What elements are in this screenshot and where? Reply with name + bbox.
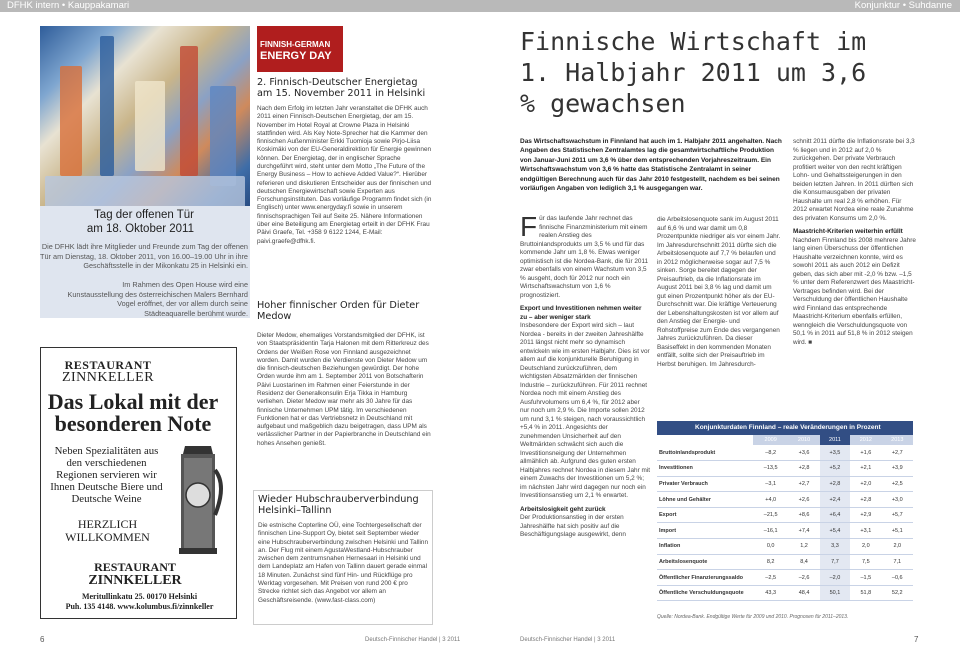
table-row [657, 507, 913, 523]
ad-headline: Das Lokal mit der besonderen Note [47, 389, 219, 436]
economic-data-table [657, 421, 913, 601]
row-label: Export [657, 507, 753, 523]
table-cell: –2,6 [788, 570, 819, 586]
table-cell: +2,8 [820, 476, 850, 492]
year-2010: 2010 [788, 435, 819, 445]
table-cell: +3,6 [788, 445, 819, 461]
ad-contact [41, 592, 238, 612]
table-cell: –1,5 [850, 570, 881, 586]
table-cell: +5,4 [820, 523, 850, 539]
table-cell: 48,4 [788, 585, 819, 601]
ad-welcome: HERZLICH WILLKOMMEN [65, 517, 150, 544]
table-row [657, 539, 913, 555]
table-cell: 7,7 [820, 554, 850, 570]
section-label-right: Konjunktur • Suhdanne [854, 0, 952, 11]
row-label: Arbeitslosenquote [657, 554, 753, 570]
table-cell: +2,8 [788, 461, 819, 477]
open-day-text-2: Im Rahmen des Open House wird eine Kunstausstellung des österreichischen Malers Bernhard Vogel eröffnet, der vor allem durch seine Städteaquarelle berühmt wurde. [67, 280, 248, 318]
ad-phone: Puh. 135 4148. www.kolumbus.fi/zinnkeller [65, 602, 214, 611]
open-day-date: am 18. Oktober 2011 [86, 223, 194, 235]
ad-address: Meritullinkatu 25. 00170 Helsinki [81, 592, 198, 601]
helicopter-title: Wieder Hubschrauberverbindung Helsinki–Tallinn [258, 494, 419, 516]
col1-text-a: ür das laufende Jahr rechnet das finnische Finanzministerium mit einem realen Anstieg des Bruttoinlandsprodukts um 3,5 % und für das kommende Jahr um 1,8 %. Etwas weniger optimistisch ist die Nordea-Bank, die für 2011 zwar ebenfalls von einem Wachstum von 3,5 % ausgeht, doch für 2012 nur noch ein Wirtschaftswachstum von 1,6 % prognostiziert. [520, 215, 649, 299]
section-label-left: DFHK intern • Kauppakamari [7, 0, 130, 11]
table-cell: +2,0 [850, 476, 881, 492]
ad-restaurant-label-2: RESTAURANT [94, 560, 176, 574]
table-cell: +2,1 [850, 461, 881, 477]
table-cell: +5,2 [820, 461, 850, 477]
table-cell: 52,2 [882, 585, 913, 601]
subhead-unemployment: Arbeitslosigkeit geht zurück [520, 505, 606, 513]
open-day-title: Tag der offenen Tür [94, 209, 194, 221]
row-label: Öffentlicher Finanzierungssaldo [657, 570, 753, 586]
table-cell: 2,0 [882, 539, 913, 555]
article-column-2: die Arbeitslosenquote sank im August 2011 auf 6,6 % und war damit um 0,8 Prozentpunkte niedriger als vor einem Jahr. Im Jahresdurchschnitt 2011 dürfte sich die Arbeitslosenquote auf 7,7 % belaufen und in 2012 möglicherweise sogar auf 7,5 % sinken. Sorge bereitet dagegen der Preisauftrieb, da die Inflationsrate im August 2011 bei 3,8 % lag und damit um gut einen Prozentpunkt höher als der EU-Durchschnitt war. Die kräftige Verteuerung der Lebenshaltungskosten ist vor allem auf den Anstieg der Energie- und Rohstoffpreise zum Ende des vergangenen Jahres zurückzuführen. Da dieser Basiseffekt in den kommenden Monaten entfällt, sollte sich der Preisauftrieb im Herbst beruhigen. Im Jahresdurch- [657, 216, 781, 368]
article-column-3 [793, 138, 917, 347]
table-row [657, 461, 913, 477]
ad-restaurant-name: ZINNKELLER [61, 370, 155, 385]
medow-article [257, 300, 432, 448]
table-cell: –16,1 [753, 523, 788, 539]
row-label: Investitionen [657, 461, 753, 477]
table-cell: +2,8 [850, 492, 881, 508]
table-cell: +2,7 [882, 445, 913, 461]
helicopter-body: Die estnische Copterline OÜ, eine Tochtergesellschaft der finnischen Line-Support Oy, bietet seit September wieder eine Hubschrauberverbindung zwischen Helsinki und Tallinn an. Der Flug mit einem AgustaWestland-Hubschrauber zwischen dem zentrumsnahen Hernesaari in Helsinki und dem Landeplatz am Hafen von Tallinn dauert gerade einmal 18 Minuten. Zunächst sind fünf Hin- und Rückflüge pro Werktag vorgesehen. Mit Preisen von rund 200 € pro Strecke richtet sich das Angebot vor allem an Geschäftsreisende. (www.fast-class.com) [258, 522, 429, 604]
beer-stein-icon [169, 440, 227, 560]
table-cell: +7,4 [788, 523, 819, 539]
article-column-1 [520, 211, 651, 540]
table-cell: +5,1 [882, 523, 913, 539]
top-bar [0, 0, 960, 12]
table-cell: +2,7 [788, 476, 819, 492]
table-cell: +5,7 [882, 507, 913, 523]
open-day-text: Die DFHK lädt ihre Mitglieder und Freunde zum Tag der offenen Tür am Dienstag, 18. Oktober 2011, von 16.00–19.00 Uhr in ihre Geschäftsstelle in der Mikonkatu 25 in Helsinki ein. [40, 242, 248, 270]
col1-text-b: Insbesondere der Export wird sich – laut Nordea - bereits in der zweiten Jahreshälfte 2011 längst nicht mehr so dynamisch entwickeln wie im ersten Halbjahr. Dies ist vor allem auf die konjunkturelle Beruhigung in Deutschland zurückzuführen, dem wichtigsten Absatzmärkten der finnischen Industrie – zurückzuführen. Für 2011 rechnet Nordea noch mit einem Anstieg des Ausfuhrvolumens um 6,4 %, für 2012 aber nur noch um 2,9 %. Die Importe sollen 2012 um rund 3,1 % steigen, nach voraussichtlich +5,4 % in 2011. Angesichts der zunehmenden Unsicherheit auf den Weltmärkten schwächt sich auch die Investitionsneigung der Unternehmen allmählich ab. Aufgrund des guten ersten Halbjahres rechnet Nordea in diesem Jahr mit einem Zuwachs der Investitionen um 5,2 %; im nächsten Jahr wird dagegen nur noch ein Investitionsanstieg um 2,1 % erwartet. [520, 322, 651, 499]
table-cell: –13,5 [753, 461, 788, 477]
table-cell: +3,5 [820, 445, 850, 461]
year-2011: 2011 [820, 435, 850, 445]
medow-title: Hoher finnischer Orden für Dieter Medow [257, 300, 420, 322]
table-cell: +6,4 [820, 507, 850, 523]
subhead-maastricht: Maastricht-Kriterien weiterhin erfüllt [793, 228, 903, 235]
ad-description: Neben Spezialitäten aus den verschiedenen Regionen servieren wir Ihnen Deutsche Biere und Deutsche Weine [50, 445, 163, 505]
table-cell: +2,5 [882, 476, 913, 492]
row-label: Privater Verbrauch [657, 476, 753, 492]
page-number-left: 6 [40, 635, 45, 644]
table-source: Quelle: Nordea-Bank. Endgültige Werte für 2009 und 2010. Prognosen für 2011–2013. [657, 614, 849, 620]
logo-line-1: FINNISH-GERMAN [260, 40, 331, 49]
table-cell: 8,2 [753, 554, 788, 570]
ad-restaurant-name-2: ZINNKELLER [88, 573, 182, 588]
medow-body: Dieter Medow, ehemaliges Vorstandsmitglied der DFHK, ist von Staatspräsidentin Tarja Halonen mit dem Ritterkreuz des Ordens der Weißen Rose von Finnland ausgezeichnet worden. Damit wurden die Verdienste von Dieter Medow um die finnisch-deutschen Beziehungen gewürdigt. Der hohe Orden wurde ihm am 1. September 2011 von Botschafterin Päivi Luostarinen im Rahmen einer Feierstunde in der Residenz der Generalkonsulin Erja Tikka in Hamburg verliehen. Dieter Medow war mehr als 30 Jahre für das finnische Unternehmen UPM tätig. Im verschiedenen Funktionen hat er das Vertriebsnetz in Deutschland mit aufgebaut und maßgeblich dazu beigetragen, dass UPM als verlässlicher Partner in der Papierbranche in Deutschland ein hohes Ansehen genießt. [257, 332, 431, 447]
table-row [657, 476, 913, 492]
table-cell: +1,6 [850, 445, 881, 461]
table-cell: +2,9 [850, 507, 881, 523]
logo-line-2: ENERGY DAY [260, 50, 332, 62]
header-blank [657, 435, 753, 445]
table-cell: 1,2 [788, 539, 819, 555]
table-cell: +2,4 [820, 492, 850, 508]
table-header-row [657, 435, 913, 445]
ad-restaurant-label: RESTAURANT [64, 358, 152, 372]
energy-day-title: 2. Finnisch-Deutscher Energietag am 15. November 2011 in Helsinki [257, 77, 426, 99]
year-2009: 2009 [753, 435, 788, 445]
table-row [657, 554, 913, 570]
table-row [657, 585, 913, 601]
col3-text-b: Nachdem Finnland bis 2008 mehrere Jahre lang einen Überschuss der öffentlichen Haushalte verzeichnen konnte, wird es sowohl 2011 als auch 2012 ein Defizit geben, das sich aber mit -2,0 % bzw. –1,5 % unter dem Referenzwert des Maastricht-Vertrages befinden wird. Bei der Verschuldung der öffentlichen Haushalte wird Finnland das entsprechende Maastricht-Kriterium ebenfalls erfüllen, wenngleich die Verschuldungsquote von 50,1 % in 2011 auf 51,8 % in 2012 steigen wird. ■ [793, 236, 916, 346]
table-cell: +3,9 [882, 461, 913, 477]
table-cell: –2,5 [753, 570, 788, 586]
drop-cap: F [520, 211, 538, 242]
table-cell: –0,6 [882, 570, 913, 586]
page-number-right: 7 [914, 635, 919, 644]
open-day-box [40, 206, 250, 318]
table-cell: +4,0 [753, 492, 788, 508]
table-cell: 3,3 [820, 539, 850, 555]
energy-day-article [257, 77, 432, 246]
row-label: Inflation [657, 539, 753, 555]
footer [0, 634, 960, 646]
energy-day-body: Nach dem Erfolg im letzten Jahr veranstaltet die DFHK auch 2011 einen Finnisch-Deutschen Energietag, der am 15. November im Hotel Royal at Crowne Plaza in Helsinki stattfinden wird. Als Key Note-Sprecher hat die Kammer den finnischen Außenminister Erkki Tuomioja sowie Pirjo-Liisa Koskimäki von der EU-Generaldirektion für Energie gewinnen können. Der Energietag, der in englischer Sprache durchgeführt wird, steht unter dem Motto „The Future of the Energy Business – How to achieve Added Value?“. Hierüber referieren und diskutieren Entscheider aus der finnischen und deutschen Energiewirtschaft sowie Experten aus Forschungsinstituten. Das vorläufige Programm findet sich (in Englisch) unter www.energyday.fi sowie in unserem finnischsprachigen Teil auf Seite 25. Nähere Informationen über eine Beteiligung am Energietag erteilt in der DFHK Frau Päivi Graefe, Tel. +358 9 6122 1244, E-Mail: paivi.graefe@dfhk.fi. [257, 105, 432, 245]
row-label: Import [657, 523, 753, 539]
footer-right-text: Deutsch-Finnischer Handel | 3 2011 [520, 637, 616, 643]
table-cell: 2,0 [850, 539, 881, 555]
table-cell: +2,6 [788, 492, 819, 508]
watercolor-painting [40, 26, 250, 224]
table-cell: +3,1 [850, 523, 881, 539]
table-row [657, 492, 913, 508]
table-cell: +3,0 [882, 492, 913, 508]
page-title: Finnische Wirtschaft im 1. Halbjahr 2011 um 3,6 % gewachsen [520, 27, 867, 118]
year-2012: 2012 [850, 435, 881, 445]
row-label: Löhne und Gehälter [657, 492, 753, 508]
table-row [657, 570, 913, 586]
lead-paragraph: Das Wirtschaftswachstum in Finnland hat auch im 1. Halbjahr 2011 angehalten. Nach Angaben des Statistischen Zentralamtes lag die gesamtwirtschaftliche Produktion von Januar-Juni 2011 um 3,6 % über dem entsprechenden Vorjahreszeitraum. Ein Wirtschaftswachstum von 3,6 % hatte das Statistische Zentralamt in seiner endgültigen Berechnung auch für das Jahr 2010 festgestellt, nachdem es bei seinen vorläufigen Angaben von lediglich 3,1 % ausgegangen war. [520, 138, 782, 193]
energy-day-logo [257, 26, 343, 72]
table-cell: –3,1 [753, 476, 788, 492]
table-cell: –21,5 [753, 507, 788, 523]
table-cell: 43,3 [753, 585, 788, 601]
table-cell: 50,1 [820, 585, 850, 601]
table-row [657, 523, 913, 539]
col3-text-a: schnitt 2011 dürfte die Inflationsrate bei 3,3 % liegen und in 2012 auf 2,0 % zurückgehen. Der private Verbrauch profitiert weiter von den recht kräftigen Lohn- und Gehaltssteigerungen in den beiden letzten Jahren. In 2011 dürften sich die Konsumausgaben der privaten Haushalte um real 2,8 % erhöhen. Für 2012 erwartet Nordea eine reale Zunahme des privaten Konsums um 2,0 %. [793, 138, 915, 222]
table-cell: +8,6 [788, 507, 819, 523]
table-cell: 7,1 [882, 554, 913, 570]
table-cell: –8,2 [753, 445, 788, 461]
col1-text-c: Der Produktionsanstieg in der ersten Jahreshälfte hat sich positiv auf die Beschäftigungslage ausgewirkt, denn [520, 514, 626, 538]
subhead-export: Export und Investitionen nehmen weiter zu – aber weniger stark [520, 305, 642, 321]
year-2013: 2013 [882, 435, 913, 445]
table-cell: 0,0 [753, 539, 788, 555]
table-title: Konjunkturdaten Finnland – reale Veränderungen in Prozent [657, 421, 913, 435]
helicopter-article [258, 494, 430, 605]
table-cell: –2,0 [820, 570, 850, 586]
data-table [657, 435, 913, 601]
footer-left-text: Deutsch-Finnischer Handel | 3 2011 [365, 637, 461, 643]
table-row [657, 445, 913, 461]
table-cell: 8,4 [788, 554, 819, 570]
row-label: Bruttoinlandsprodukt [657, 445, 753, 461]
table-cell: 7,5 [850, 554, 881, 570]
row-label: Öffentliche Verschuldungsquote [657, 585, 753, 601]
table-cell: 51,8 [850, 585, 881, 601]
restaurant-ad [40, 347, 237, 619]
